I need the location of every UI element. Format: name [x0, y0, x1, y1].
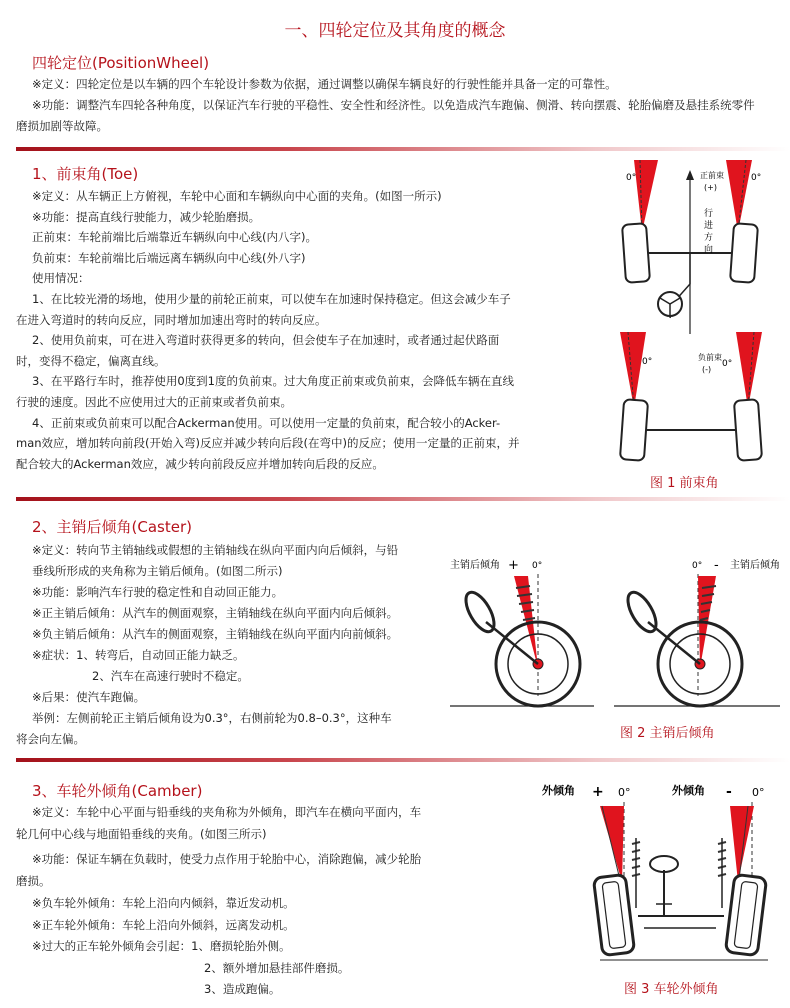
section-divider	[16, 758, 790, 762]
toe-negative-sign: (-)	[702, 365, 712, 374]
caster-diagram	[444, 548, 782, 712]
toe-positive-sign: (+)	[704, 183, 717, 192]
wheel	[725, 874, 766, 955]
intro-definition: ※定义：四轮定位是以车辆的四个车轮设计参数为依据，通过调整以确保车辆良好的行驶性能并具备一定的可靠性。	[32, 77, 617, 91]
figure-caption: 图 3 车轮外倾角	[624, 982, 719, 997]
camber-plus: +	[592, 784, 604, 800]
toe-positive-label: 正前束	[700, 171, 724, 180]
caster-heading: 2、主销后倾角(Caster)	[32, 518, 193, 536]
camber-line: ※负车轮外倾角：车轮上沿向内倾斜，靠近发动机。	[32, 896, 295, 910]
intro-heading: 四轮定位(PositionWheel)	[32, 54, 210, 72]
camber-line: 轮几何中心线与地面铅垂线的夹角。(如图三所示)	[16, 826, 267, 841]
caster-line: 将会向左偏。	[16, 732, 85, 746]
toe-line: ※定义：从车辆正上方俯视，车轮中心面和车辆纵向中心面的夹角。(如图一所示)	[32, 189, 442, 203]
toe-zero-label: 0°	[626, 173, 637, 183]
toe-line: 行驶的速度。因此不应使用过大的正前束或者负前束。	[16, 395, 292, 409]
camber-label: 外倾角	[672, 784, 705, 797]
wheel	[593, 874, 634, 955]
intro-function: ※功能：调整汽车四轮各种角度，以保证汽车行驶的平稳性、安全性和经济性。以免造成汽车跑偏、侧滑、转向摆震、轮胎偏磨及悬挂系统零件	[32, 98, 755, 112]
wheel	[734, 399, 762, 461]
toe-wedge	[736, 332, 762, 408]
camber-zero-label: 0°	[618, 786, 631, 799]
toe-wedge	[620, 332, 646, 408]
camber-line: 2、额外增加悬挂部件磨损。	[204, 960, 350, 975]
toe-zero-label: 0°	[751, 173, 762, 183]
caster-line: ※正主销后倾角：从汽车的侧面观察，主销轴线在纵向平面内向后倾斜。	[32, 606, 399, 620]
section-divider	[16, 147, 790, 151]
caster-line: ※后果：使汽车跑偏。	[32, 690, 146, 704]
toe-diagram	[596, 152, 782, 492]
caster-minus: -	[714, 558, 719, 573]
camber-line: ※功能：保证车辆在负载时，使受力点作用于轮胎中心，消除跑偏，减少轮胎	[32, 852, 422, 866]
steering-wheel	[650, 856, 678, 872]
toe-line: 正前束：车轮前端比后端靠近车辆纵向中心线(内八字)。	[32, 230, 317, 245]
caster-line: 垂线所形成的夹角称为主销后倾角。(如图二所示)	[32, 564, 283, 578]
figure-caption: 图 1 前束角	[650, 476, 719, 491]
toe-line: 时，变得不稳定，偏离直线。	[16, 353, 166, 368]
caster-plus: +	[508, 558, 519, 573]
toe-negative-label: 负前束	[698, 353, 722, 362]
camber-heading: 3、车轮外倾角(Camber)	[32, 782, 203, 800]
caster-line: ※症状：1、转弯后，自动回正能力缺乏。	[32, 648, 245, 662]
toe-line: 使用情况：	[32, 271, 90, 286]
toe-line: 配合较大的Ackerman效应，减少转向前段反应并增加转向后段的反应。	[16, 456, 384, 471]
section-divider	[16, 497, 790, 501]
toe-zero-label: 0°	[642, 357, 653, 367]
caster-zero-label: 0°	[692, 561, 703, 571]
toe-line: 3、在平路行车时，推荐使用0度到1度的负前束。过大角度正前束或负前束，会降低车辆在直线	[32, 374, 514, 389]
camber-line: ※过大的正车轮外倾角会引起：1、磨损轮胎外侧。	[32, 939, 291, 953]
camber-label: 外倾角	[542, 784, 575, 797]
camber-line: 磨损。	[16, 873, 51, 888]
camber-line: ※定义：车轮中心平面与铅垂线的夹角称为外倾角，即汽车在横向平面内，车	[32, 805, 422, 819]
camber-minus: -	[726, 784, 732, 800]
intro-function-cont: 磨损加剧等故障。	[16, 119, 108, 133]
toe-wedge	[634, 160, 658, 232]
camber-zero-label: 0°	[752, 786, 765, 799]
caster-line: 举例：左侧前轮正主销后倾角设为0.3°，右侧前轮为0.8–0.3°，这种车	[32, 711, 392, 725]
direction-label: 行	[704, 209, 714, 219]
direction-label: 进	[704, 221, 714, 231]
caster-zero-label: 0°	[532, 561, 543, 571]
toe-line: 负前束：车轮前端比后端远离车辆纵向中心线(外八字)	[32, 250, 306, 265]
camber-line: 3、造成跑偏。	[204, 982, 281, 996]
toe-heading: 1、前束角(Toe)	[32, 165, 139, 183]
toe-line: 2、使用负前束，可在进入弯道时获得更多的转向，但会使车子在加速时，或者通过起伏路面	[32, 333, 500, 348]
toe-line: 在进入弯道时的转向反应，同时增加加速出弯时的转向反应。	[16, 312, 327, 327]
caster-label: 主销后倾角	[450, 560, 500, 571]
toe-line: 1、在比较光滑的场地，使用少量的前轮正前束，可以使车在加速时保持稳定。但这会减少车子	[32, 292, 511, 306]
toe-line: man效应，增加转向前段(开始入弯)反应并减少转向后段(在弯中)的反应；使用一定量的正前束，并	[16, 436, 520, 451]
camber-diagram	[540, 778, 782, 968]
direction-label: 方	[704, 233, 714, 243]
caster-line: ※定义：转向节主销轴线或假想的主销轴线在纵向平面内向后倾斜，与铅	[32, 543, 399, 557]
caster-line: ※负主销后倾角：从汽车的侧面观察，主销轴线在纵向平面内向前倾斜。	[32, 627, 399, 641]
toe-line: 4、正前束或负前束可以配合Ackerman使用。可以使用一定量的负前束，配合较小的Acker-	[32, 415, 501, 430]
wheel	[622, 223, 650, 283]
camber-line: ※正车轮外倾角：车轮上沿向外倾斜，远离发动机。	[32, 917, 295, 932]
wheel	[620, 399, 648, 461]
figure-caption: 图 2 主销后倾角	[620, 726, 715, 741]
toe-zero-label: 0°	[722, 359, 733, 369]
camber-wedge	[600, 806, 624, 882]
caster-label: 主销后倾角	[730, 560, 780, 571]
direction-label: 向	[704, 245, 714, 255]
page-title: 一、四轮定位及其角度的概念	[284, 21, 506, 41]
caster-line: 2、汽车在高速行驶时不稳定。	[92, 669, 249, 683]
caster-line: ※功能：影响汽车行驶的稳定性和自动回正能力。	[32, 585, 284, 599]
wheel	[730, 223, 758, 283]
toe-line: ※功能：提高直线行驶能力，减少轮胎磨损。	[32, 209, 261, 224]
camber-wedge	[730, 806, 754, 882]
